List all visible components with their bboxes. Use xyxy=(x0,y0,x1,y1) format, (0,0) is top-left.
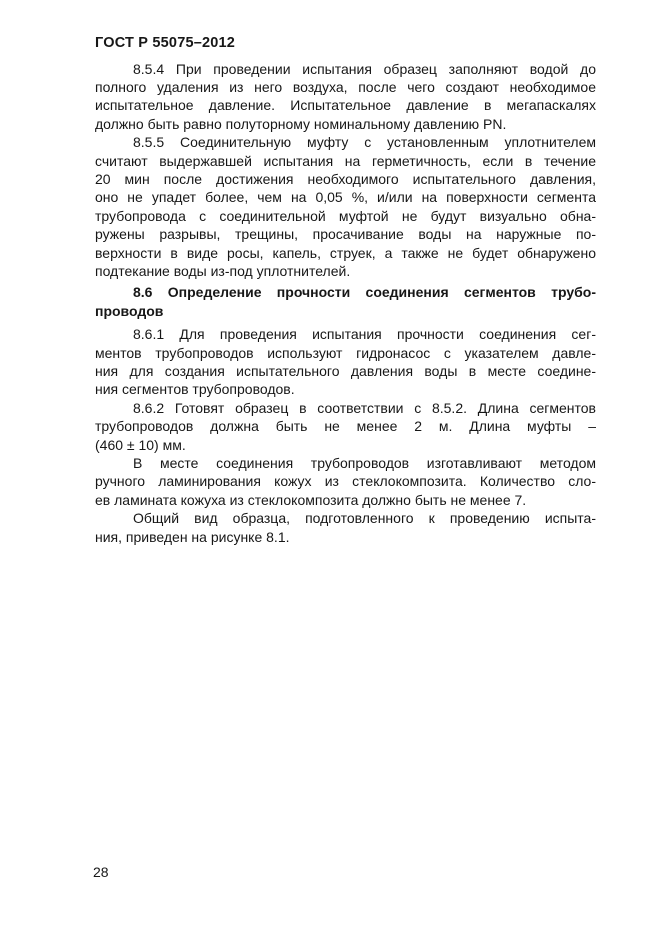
clause-8-6-2 xyxy=(95,399,596,454)
text-line: 8.5.4 При проведении испытания образец заполняют водой до xyxy=(133,60,596,77)
text-line: ния сегментов трубопроводов. xyxy=(95,381,295,398)
text-line: должно быть равно полуторному номинальному давлению PN. xyxy=(95,115,507,132)
clause-8-6-1 xyxy=(95,325,596,399)
text-line: трубопроводов должна быть не менее 2 м. Длина муфты – xyxy=(95,418,596,435)
text-line: ручного ламинирования кожух из стеклокомпозита. Количество сло- xyxy=(95,473,596,490)
text-line: 8.6.1 Для проведения испытания прочности соединения сег- xyxy=(133,326,596,343)
text-line: верхности в виде росы, капель, струек, а также не будет обнаружено xyxy=(95,244,596,261)
clause-8-6-2-cont-2 xyxy=(95,509,596,546)
text-line: проводов xyxy=(95,302,164,319)
text-line: считают выдержавшей испытания на герметичность, если в течение xyxy=(95,152,596,169)
text-line: (460 ± 10) мм. xyxy=(95,436,186,453)
section-8-6-heading xyxy=(95,283,596,320)
text-line: трубопровода с соединительной муфтой не будут визуально обна- xyxy=(95,207,596,224)
clause-8-6-2-cont-1 xyxy=(95,454,596,509)
text-line: ния, приведен на рисунке 8.1. xyxy=(95,528,290,545)
text-line: 8.5.5 Соединительную муфту с установленным уплотнителем xyxy=(133,134,596,151)
document-header: ГОСТ Р 55075–2012 xyxy=(95,35,236,51)
page-number: 28 xyxy=(93,864,109,880)
text-line: ружены разрывы, трещины, просачивание воды на наружные по- xyxy=(95,226,596,243)
text-line: ментов трубопроводов используют гидронасос с указателем давле- xyxy=(95,344,596,361)
clause-8-5-4 xyxy=(95,60,596,134)
text-line: ев ламината кожуха из стеклокомпозита должно быть не менее 7. xyxy=(95,491,527,508)
text-line: ния для создания испытательного давления воды в месте соедине- xyxy=(95,363,596,379)
clause-8-5-5 xyxy=(95,133,596,280)
text-line: 20 мин после достижения необходимого испытательного давления, xyxy=(95,170,596,187)
text-line: 8.6.2 Готовят образец в соответствии с 8.5.2. Длина сегментов xyxy=(133,399,596,416)
text-line: испытательное давление. Испытательное давление в мегапаскалях xyxy=(95,97,596,114)
text-line: Общий вид образца, подготовленного к проведению испыта- xyxy=(133,510,596,527)
text-line: подтекание воды из-под уплотнителей. xyxy=(95,262,351,279)
text-line: оно не упадет более, чем на 0,05 %, и/или на поверхности сегмента xyxy=(95,189,596,206)
text-line: полного удаления из него воздуха, после чего создают необходимое xyxy=(95,78,596,95)
text-line: В месте соединения трубопроводов изготавливают методом xyxy=(133,455,596,472)
text-line: 8.6 Определение прочности соединения сегментов трубо- xyxy=(133,284,596,301)
document-body xyxy=(95,60,596,547)
